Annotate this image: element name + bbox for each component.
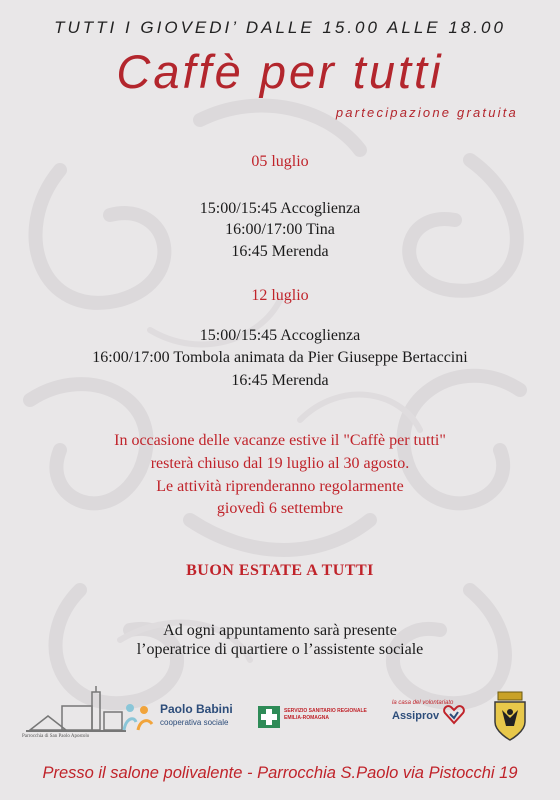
event-item: 16:00/17:00 Tombola animata da Pier Giuseppe Bertaccini: [92, 349, 468, 366]
sanitario-line1: SERVIZIO SANITARIO REGIONALE: [284, 708, 367, 714]
event-item: 16:45 Merenda: [231, 243, 329, 260]
assiprov-logo: [392, 700, 472, 736]
page-title: Caffè per tutti: [116, 45, 444, 98]
subtitle: partecipazione gratuita: [335, 105, 518, 120]
people-icon: [120, 700, 156, 734]
schedule-headline: TUTTI I GIOVEDI’ DALLE 15.00 ALLE 18.00: [54, 18, 506, 37]
health-cross-icon: [258, 706, 280, 728]
event-item: 15:00/15:45 Accoglienza: [199, 327, 361, 344]
event-item: 16:45 Merenda: [231, 372, 329, 389]
notice-line: giovedì 6 settembre: [216, 500, 344, 517]
assiprov-name: Assiprov: [392, 710, 440, 722]
parish-caption: Parrocchia di San Paolo Apostolo: [22, 734, 90, 739]
event-item: 16:00/17:00 Tina: [225, 221, 335, 238]
assiprov-tagline: la casa del volontariato: [392, 700, 454, 706]
event-date: 05 luglio: [251, 153, 309, 170]
footer-location: Presso il salone polivalente - Parrocchia S.Paolo via Pistocchi 19: [42, 764, 518, 782]
info-line: Ad ogni appuntamento sarà presente: [163, 622, 397, 639]
event-date: 12 luglio: [251, 287, 309, 304]
notice-line: Le attività riprenderanno regolarmente: [156, 478, 404, 495]
info-line: l’operatrice di quartiere o l’assistente sociale: [136, 641, 424, 658]
parish-logo: [22, 686, 132, 744]
event-item: 15:00/15:45 Accoglienza: [199, 200, 361, 217]
church-icon: [22, 686, 132, 736]
sanitario-line2: EMILIA-ROMAGNA: [284, 715, 329, 721]
greeting: BUON ESTATE A TUTTI: [186, 562, 374, 579]
municipal-crest-logo: [490, 690, 530, 742]
heart-house-icon: [442, 702, 466, 726]
babini-subtitle: cooperativa sociale: [160, 718, 229, 727]
crest-icon: [490, 690, 530, 742]
notice-line: In occasione delle vacanze estive il "Caffè per tutti": [114, 432, 446, 449]
servizio-sanitario-logo: [258, 706, 368, 732]
babini-name: Paolo Babini: [160, 702, 233, 716]
babini-logo: [120, 698, 240, 738]
notice-line: resterà chiuso dal 19 luglio al 30 agosto.: [150, 455, 410, 472]
